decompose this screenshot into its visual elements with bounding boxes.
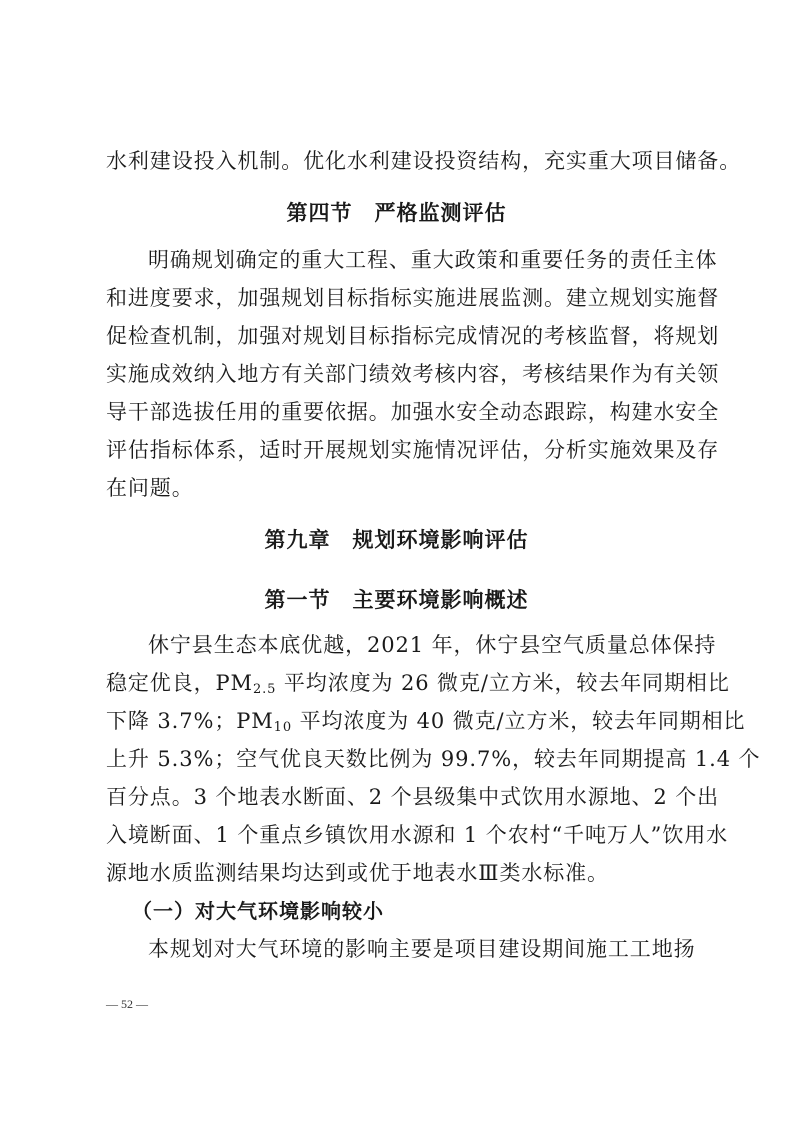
paragraph-line: 上升 5.3%；空气优良天数比例为 99.7%，较去年同期提高 1.4 个 <box>106 747 761 771</box>
paragraph-line: 实施成效纳入地方有关部门绩效考核内容，考核结果作为有关领 <box>106 362 720 386</box>
paragraph-line: 百分点。3 个地表水断面、2 个县级集中式饮用水源地、2 个出 <box>106 785 720 809</box>
paragraph-line: 水利建设投入机制。优化水利建设投资结构，充实重大项目储备。 <box>106 149 742 173</box>
page-number: — 52 — <box>106 997 148 1011</box>
subscript: 10 <box>273 720 293 735</box>
chapter-title-9: 第九章 规划环境影响评估 <box>264 528 529 552</box>
paragraph-line: 和进度要求，加强规划目标指标实施进展监测。建立规划实施督 <box>106 286 720 310</box>
paragraph-line: 促检查机制，加强对规划目标指标完成情况的考核监督，将规划 <box>106 324 720 348</box>
paragraph-line: 本规划对大气环境的影响主要是项目建设期间施工工地扬 <box>148 937 696 961</box>
text-segment: 平均浓度为 40 微克/立方米，较去年同期相比 <box>292 709 746 733</box>
paragraph-line: 评估指标体系，适时开展规划实施情况评估，分析实施效果及存 <box>106 438 720 462</box>
paragraph-line: 明确规划确定的重大工程、重大政策和重要任务的责任主体 <box>148 248 718 272</box>
paragraph-line <box>106 668 730 698</box>
paragraph-line: 在问题。 <box>106 476 194 500</box>
section-title-4: 第四节 严格监测评估 <box>286 201 507 225</box>
paragraph-line: 入境断面、1 个重点乡镇饮用水源和 1 个农村“千吨万人”饮用水 <box>106 823 729 847</box>
paragraph-line: 休宁县生态本底优越，2021 年，休宁县空气质量总体保持 <box>148 633 717 657</box>
subsection-title-1: （一）对大气环境影响较小 <box>132 899 384 923</box>
text-segment: 下降 3.7%；PM <box>106 709 274 733</box>
paragraph-line: 导干部选拔任用的重要依据。加强水安全动态跟踪，构建水安全 <box>106 400 720 424</box>
paragraph-line <box>106 706 746 736</box>
subscript: 2.5 <box>252 682 277 697</box>
paragraph-line: 源地水质监测结果均达到或优于地表水Ⅲ类水标准。 <box>106 861 609 885</box>
text-segment: 稳定优良，PM <box>106 671 253 695</box>
text-segment: 平均浓度为 26 微克/立方米，较去年同期相比 <box>276 671 730 695</box>
section-title-1: 第一节 主要环境影响概述 <box>264 588 529 612</box>
